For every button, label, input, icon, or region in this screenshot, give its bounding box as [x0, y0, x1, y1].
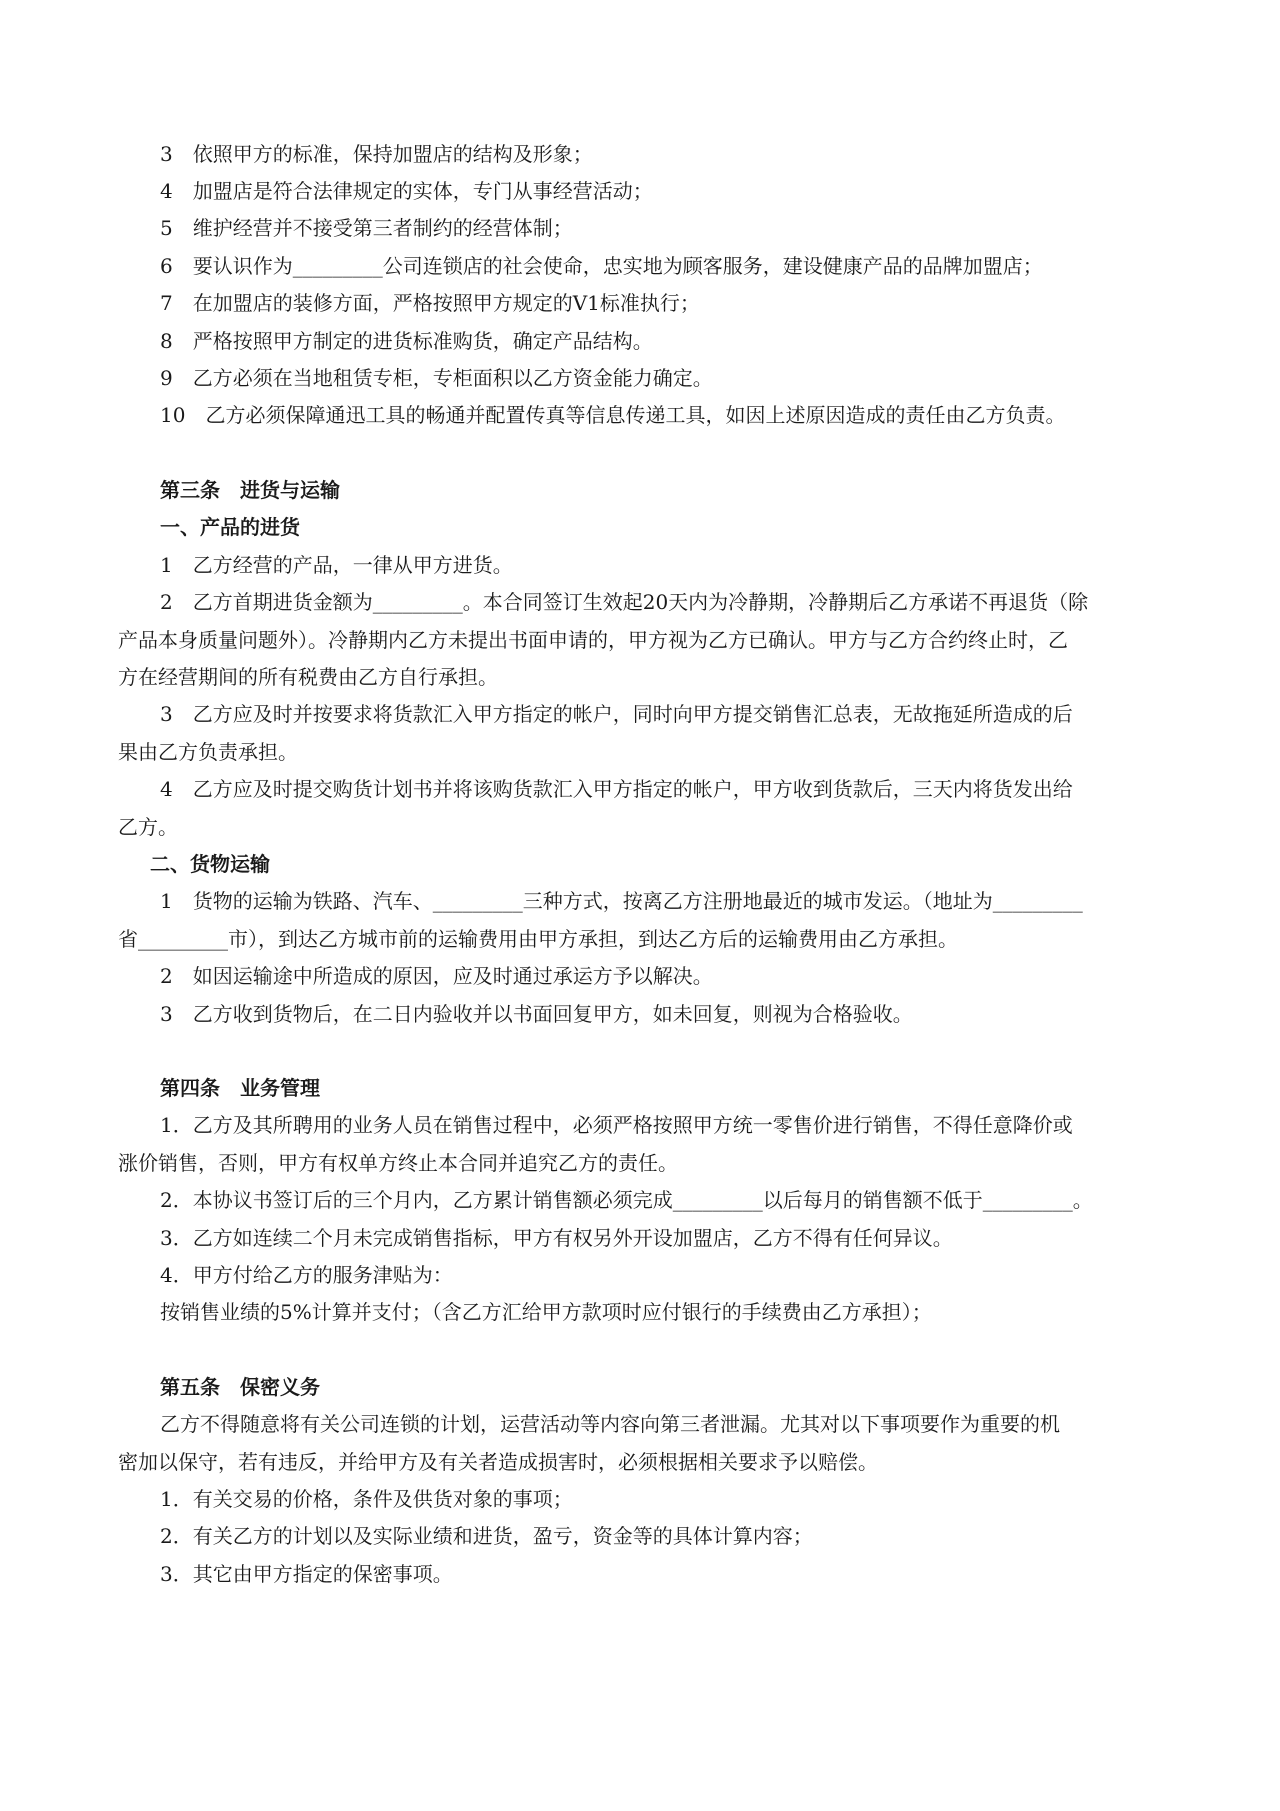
business-item-1: 1．乙方及其所聘用的业务人员在销售过程中，必须严格按照甲方统一零售价进行销售，不得任意降价或: [160, 1113, 1073, 1137]
clause-line-6: 6 要认识作为_________公司连锁店的社会使命，忠实地为顾客服务，建设健康产品的品牌加盟店；: [160, 254, 1043, 278]
confidentiality-item-1: 1．有关交易的价格，条件及供货对象的事项；: [160, 1487, 573, 1511]
article-4-heading: 第四条 业务管理: [160, 1076, 320, 1100]
business-item-1-cont: 涨价销售，否则，甲方有权单方终止本合同并追究乙方的责任。: [118, 1151, 678, 1175]
purchase-item-2-cont: 方在经营期间的所有税费由乙方自行承担。: [118, 665, 498, 689]
clause-line-9: 9 乙方必须在当地租赁专柜，专柜面积以乙方资金能力确定。: [160, 366, 713, 390]
transport-item-1: 1 货物的运输为铁路、汽车、_________三种方式，按离乙方注册地最近的城市发运。（地址为_________: [160, 889, 1083, 913]
clause-line-3: 3 依照甲方的标准，保持加盟店的结构及形象；: [160, 142, 593, 166]
confidentiality-item-2: 2．有关乙方的计划以及实际业绩和进货，盈亏，资金等的具体计算内容；: [160, 1524, 813, 1548]
article-5-heading: 第五条 保密义务: [160, 1375, 320, 1399]
section-product-purchase-heading: 一、产品的进货: [160, 515, 300, 539]
business-item-3: 3．乙方如连续二个月未完成销售指标，甲方有权另外开设加盟店，乙方不得有任何异议。: [160, 1226, 953, 1250]
confidentiality-item-3: 3．其它由甲方指定的保密事项。: [160, 1562, 453, 1586]
purchase-item-3-cont: 果由乙方负责承担。: [118, 740, 298, 764]
business-item-4: 4．甲方付给乙方的服务津贴为：: [160, 1263, 453, 1287]
business-item-2: 2．本协议书签订后的三个月内，乙方累计销售额必须完成_________以后每月的销售额不低于_________。: [160, 1188, 1093, 1212]
article-3-heading: 第三条 进货与运输: [160, 478, 340, 502]
service-allowance-line: 按销售业绩的5%计算并支付；（含乙方汇给甲方款项时应付银行的手续费由乙方承担）；: [160, 1300, 932, 1324]
transport-item-1-cont: 省_________市），到达乙方城市前的运输费用由甲方承担，到达乙方后的运输费用由乙方承担。: [118, 927, 958, 951]
section-transport-heading: 二、货物运输: [150, 852, 270, 876]
clause-line-4: 4 加盟店是符合法律规定的实体，专门从事经营活动；: [160, 179, 653, 203]
clause-line-5: 5 维护经营并不接受第三者制约的经营体制；: [160, 216, 573, 240]
purchase-item-2-cont: 产品本身质量问题外）。冷静期内乙方未提出书面申请的，甲方视为乙方已确认。甲方与乙方合约终止时，乙: [118, 628, 1068, 652]
confidentiality-intro: 乙方不得随意将有关公司连锁的计划，运营活动等内容向第三者泄漏。尤其对以下事项要作为重要的机: [160, 1412, 1060, 1436]
purchase-item-2: 2 乙方首期进货金额为_________。本合同签订生效起20天内为冷静期，冷静期后乙方承诺不再退货（除: [160, 590, 1089, 614]
purchase-item-4-cont: 乙方。: [118, 815, 178, 839]
purchase-item-4: 4 乙方应及时提交购货计划书并将该购货款汇入甲方指定的帐户，甲方收到货款后，三天内将货发出给: [160, 777, 1073, 801]
purchase-item-1: 1 乙方经营的产品，一律从甲方进货。: [160, 553, 513, 577]
transport-item-3: 3 乙方收到货物后，在二日内验收并以书面回复甲方，如未回复，则视为合格验收。: [160, 1002, 913, 1026]
clause-line-8: 8 严格按照甲方制定的进货标准购货，确定产品结构。: [160, 329, 653, 353]
confidentiality-intro-cont: 密加以保守，若有违反，并给甲方及有关者造成损害时，必须根据相关要求予以赔偿。: [118, 1450, 878, 1474]
clause-line-7: 7 在加盟店的装修方面，严格按照甲方规定的V1标准执行；: [160, 291, 700, 315]
transport-item-2: 2 如因运输途中所造成的原因，应及时通过承运方予以解决。: [160, 964, 713, 988]
clause-line-10: 10 乙方必须保障通迅工具的畅通并配置传真等信息传递工具，如因上述原因造成的责任由乙方负责。: [160, 403, 1066, 427]
purchase-item-3: 3 乙方应及时并按要求将货款汇入甲方指定的帐户，同时向甲方提交销售汇总表，无故拖延所造成的后: [160, 702, 1073, 726]
